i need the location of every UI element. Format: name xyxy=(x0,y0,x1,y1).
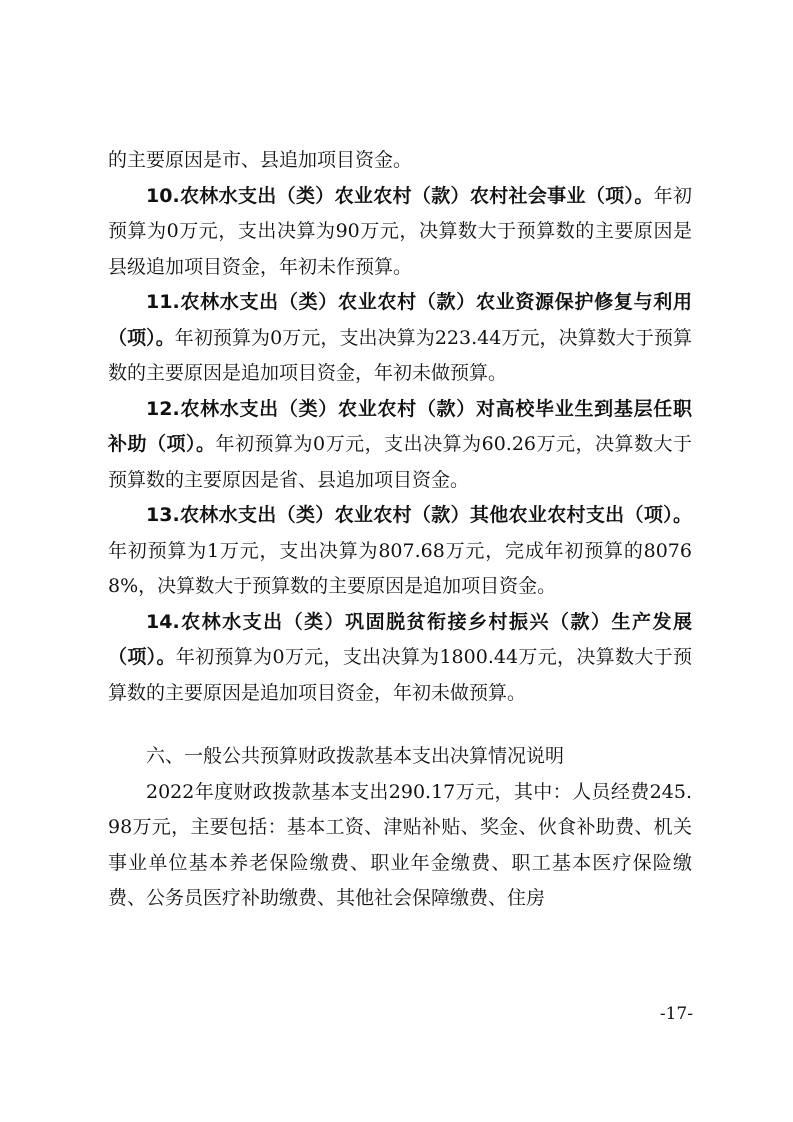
paragraph-item-14 xyxy=(108,605,692,712)
item-heading: 11.农林水支出（类）农业农村（款）农业资源保护修复与利用（项）。 xyxy=(108,291,692,349)
document-body xyxy=(108,143,692,917)
paragraph-text: 的主要原因是市、县追加项目资金。 xyxy=(108,149,413,171)
page-number: -17- xyxy=(659,1004,693,1024)
paragraph-text: 年初预算为0万元，支出决算为1800.44万元，决算数大于预算数的主要原因是追加项目资金，年初未做预算。 xyxy=(108,646,692,704)
item-heading: 14.农林水支出（类）巩固脱贫衔接乡村振兴（款）生产发展（项）。 xyxy=(108,610,692,668)
paragraph-item-10 xyxy=(108,179,692,286)
section-heading: 六、一般公共预算财政拨款基本支出决算情况说明 xyxy=(146,745,565,767)
section-paragraph: 2022年度财政拨款基本支出290.17万元，其中：人员经费245.98万元，主要包括：基本工资、津贴补贴、奖金、伙食补助费、机关事业单位基本养老保险缴费、职业年金缴费、职工基本医疗保险缴费、公务员医疗补助缴费、其他社会保障缴费、住房 xyxy=(108,780,692,909)
paragraph-text: 年初预算为0万元，支出决算为223.44万元，决算数大于预算数的主要原因是追加项目资金，年初未做预算。 xyxy=(108,326,692,384)
paragraph-text: 年初预算为0万元，支出决算为90万元，决算数大于预算数的主要原因是县级追加项目资金，年初未作预算。 xyxy=(108,184,692,278)
paragraph-continuation xyxy=(108,143,692,179)
paragraph-text: 年初预算为1万元，支出决算为807.68万元，完成年初预算的80768%，决算数大于预算数的主要原因是追加项目资金。 xyxy=(108,539,692,597)
item-heading: 10.农林水支出（类）农业农村（款）农村社会事业（项）。 xyxy=(146,184,654,207)
paragraph-text: 年初预算为0万元，支出决算为60.26万元，决算数大于预算数的主要原因是省、县追加项目资金。 xyxy=(108,433,692,491)
paragraph-item-12 xyxy=(108,392,692,499)
section-spacer xyxy=(108,711,692,739)
paragraph-item-11 xyxy=(108,285,692,392)
item-heading: 12.农林水支出（类）农业农村（款）对高校毕业生到基层任职补助（项）。 xyxy=(108,397,692,455)
paragraph-item-13 xyxy=(108,498,692,605)
item-heading: 13.农林水支出（类）农业农村（款）其他农业农村支出（项）。 xyxy=(146,504,692,526)
